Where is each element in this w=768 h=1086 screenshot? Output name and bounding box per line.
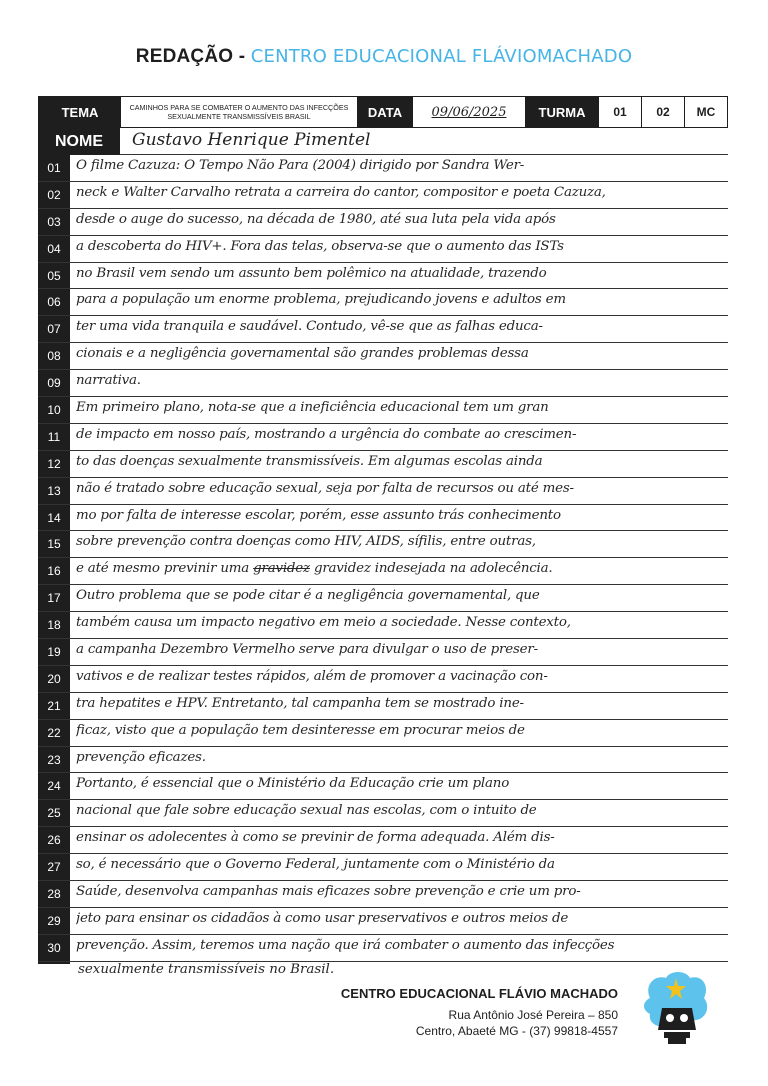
date-value: 09/06/2025 — [431, 104, 507, 120]
line-text-main: prevenção eficazes. — [76, 749, 206, 765]
line-text-main: Em primeiro plano, nota-se que a ineficiência educacional tem um gran — [76, 400, 549, 416]
line-text — [76, 481, 724, 496]
line-text-main: também causa um impacto negativo em meio a sociedade. Nesse contexto, — [76, 615, 571, 631]
line-text — [76, 400, 724, 415]
line-text-main: de impacto em nosso país, mostrando a urgência do combate ao crescimen- — [76, 426, 577, 442]
line-number: 28 — [47, 886, 61, 901]
tema-label: TEMA — [39, 97, 121, 127]
essay-line — [38, 155, 728, 182]
line-text-main: neck e Walter Carvalho retrata a carreira do cantor, compositor e poeta Cazuza, — [76, 184, 606, 200]
essay-line — [38, 316, 728, 343]
turma-label: TURMA — [525, 97, 599, 127]
turma-option-01: 01 — [613, 105, 627, 119]
line-text-main: prevenção. Assim, teremos uma nação que irá combater o aumento das infecções — [76, 937, 615, 953]
line-number: 06 — [47, 295, 61, 310]
line-text-main: Portanto, é essencial que o Ministério da Educação crie um plano — [76, 776, 510, 792]
line-number: 19 — [47, 644, 61, 659]
essay-line — [38, 236, 728, 263]
turma-option-02: 02 — [641, 97, 684, 127]
line-text-main: jeto para ensinar os cidadãos à como usar preservativos e outros meios de — [76, 910, 569, 926]
line-text — [76, 615, 724, 630]
essay-line — [38, 881, 728, 908]
school-logo — [640, 968, 712, 1050]
line-text-main: e até mesmo previnir uma — [76, 561, 250, 577]
theme-text: CAMINHOS PARA SE COMBATER O AUMENTO DAS INFECÇÕES SEXUALMENTE TRANSMISSÍVEIS BRASIL — [129, 103, 349, 121]
essay-line — [38, 182, 728, 209]
line-text-main: para a população um enorme problema, prejudicando jovens e adultos em — [76, 292, 566, 308]
line-text — [76, 696, 724, 711]
footer — [341, 986, 618, 1039]
line-number: 11 — [47, 429, 61, 444]
line-text — [76, 750, 724, 765]
line-text-main: no Brasil vem sendo um assunto bem polêmico na atualidade, trazendo — [76, 265, 547, 281]
line-text-main: a descoberta do HIV+. Fora das telas, observa-se que o aumento das ISTs — [76, 238, 564, 254]
essay-lines — [38, 155, 728, 962]
line-text — [76, 508, 724, 523]
essay-line — [38, 612, 728, 639]
essay-line — [38, 854, 728, 881]
line-number: 20 — [47, 671, 61, 686]
line-text — [76, 346, 724, 361]
line-text — [76, 534, 724, 549]
line-number: 02 — [47, 187, 61, 202]
line-number: 14 — [47, 510, 61, 525]
data-label: DATA — [357, 97, 413, 127]
essay-line — [38, 908, 728, 935]
essay-line — [38, 800, 728, 827]
line-number: 24 — [47, 779, 61, 794]
essay-line — [38, 424, 728, 451]
essay-line — [38, 639, 728, 666]
line-number: 10 — [47, 402, 61, 417]
essay-line — [38, 773, 728, 800]
line-text — [76, 212, 724, 227]
line-text-main: cionais e a negligência governamental são grandes problemas dessa — [76, 346, 529, 362]
line-text — [76, 830, 724, 845]
footer-address-1: Rua Antônio José Pereira – 850 — [448, 1008, 618, 1022]
line-text-main: desde o auge do sucesso, na década de 1980, até sua luta pela vida após — [76, 211, 556, 227]
title-school: CENTRO EDUCACIONAL FLÁVIOMACHADO — [250, 46, 633, 67]
line-number: 04 — [47, 241, 61, 256]
line-number: 12 — [47, 456, 61, 471]
essay-line — [38, 827, 728, 854]
line-number: 21 — [47, 698, 61, 713]
line-number: 15 — [47, 537, 61, 552]
line-number: 01 — [47, 160, 61, 175]
name-label: NOME — [38, 128, 120, 155]
page-title — [0, 46, 768, 68]
line-text-main: Outro problema que se pode citar é a negligência governamental, que — [76, 588, 540, 604]
essay-sheet — [38, 128, 728, 964]
essay-line — [38, 289, 728, 316]
line-number: 23 — [47, 752, 61, 767]
line-text — [76, 938, 724, 953]
line-text — [76, 803, 724, 818]
line-number: 17 — [47, 591, 61, 606]
line-text — [76, 642, 724, 657]
footer-school-name: CENTRO EDUCACIONAL FLÁVIO MACHADO — [340, 986, 618, 1001]
essay-line — [38, 747, 728, 774]
struck-word: gravidez — [253, 561, 310, 577]
line-text-main: vativos e de realizar testes rápidos, além de promover a vacinação con- — [76, 668, 548, 684]
line-text-main: ter uma vida tranquila e saudável. Contudo, vê-se que as falhas educa- — [76, 319, 543, 335]
essay-line — [38, 693, 728, 720]
footer-address-2: Centro, Abaeté MG - (37) 99818-4557 — [415, 1024, 618, 1038]
essay-line — [38, 720, 728, 747]
line-text — [76, 561, 724, 576]
essay-line — [38, 397, 728, 424]
essay-line — [38, 935, 728, 962]
essay-line — [38, 370, 728, 397]
essay-line — [38, 558, 728, 585]
line-number: 26 — [47, 833, 61, 848]
line-text-main: mo por falta de interesse escolar, porém, esse assunto trás conhecimento — [76, 507, 561, 523]
title-redacao: REDAÇÃO - — [135, 46, 251, 67]
essay-line — [38, 505, 728, 532]
essay-line — [38, 209, 728, 236]
line-text-main: ensinar os adolecentes à como se previnir de forma adequada. Além dis- — [76, 830, 555, 846]
line-text-main: não é tratado sobre educação sexual, seja por falta de recursos ou até mes- — [76, 480, 574, 496]
line-number: 30 — [47, 940, 61, 955]
line-text — [76, 454, 724, 469]
line-text-main: so, é necessário que o Governo Federal, juntamente com o Ministério da — [76, 857, 555, 873]
essay-line — [38, 666, 728, 693]
name-value: Gustavo Henrique Pimentel — [132, 130, 371, 150]
line-text — [76, 319, 724, 334]
essay-line — [38, 451, 728, 478]
line-text — [76, 884, 724, 899]
line-text-main: a campanha Dezembro Vermelho serve para divulgar o uso de preser- — [76, 642, 538, 658]
line-text — [76, 911, 724, 926]
header-bar — [38, 96, 728, 128]
line-text-main: O filme Cazuza: O Tempo Não Para (2004) dirigido por Sandra Wer- — [76, 158, 525, 173]
line-number: 22 — [47, 725, 61, 740]
turma-option-mc: MC — [684, 97, 727, 127]
line-number: 03 — [47, 214, 61, 229]
line-number: 13 — [47, 483, 61, 498]
line-text — [76, 857, 724, 872]
line-number: 07 — [47, 322, 61, 337]
line-text-main: narrativa. — [76, 373, 141, 389]
line-text — [76, 373, 724, 388]
line-text — [76, 427, 724, 442]
line-number: 18 — [47, 618, 61, 633]
line-number: 08 — [47, 349, 61, 364]
line-text — [76, 776, 724, 791]
line-number: 29 — [47, 913, 61, 928]
line-text-main: to das doenças sexualmente transmissíveis. Em algumas escolas ainda — [76, 453, 543, 469]
essay-line — [38, 343, 728, 370]
line-text — [76, 185, 724, 200]
essay-line — [38, 478, 728, 505]
line-text — [76, 723, 724, 738]
line-text-main: nacional que fale sobre educação sexual nas escolas, com o intuito de — [76, 803, 537, 819]
line-text — [76, 588, 724, 603]
line-text-main: tra hepatites e HPV. Entretanto, tal campanha tem se mostrado ine- — [76, 695, 524, 711]
line-text — [76, 158, 724, 173]
essay-line — [38, 585, 728, 612]
line-text — [76, 239, 724, 254]
line-number: 16 — [47, 564, 61, 579]
essay-line — [38, 263, 728, 290]
line-number: 05 — [47, 268, 61, 283]
line-text-main: sobre prevenção contra doenças como HIV, AIDS, sífilis, entre outras, — [76, 534, 536, 550]
line-number: 27 — [47, 860, 61, 875]
line-text-rest: gravidez indesejada na adolecência. — [309, 561, 553, 577]
line-text-main: ficaz, visto que a população tem desinteresse em procurar meios de — [76, 722, 525, 738]
line-text — [76, 292, 724, 307]
line-text — [76, 266, 724, 281]
line-number: 25 — [47, 806, 61, 821]
line-text-main: Saúde, desenvolva campanhas mais eficazes sobre prevenção e crie um pro- — [76, 884, 581, 900]
line-text — [76, 669, 724, 684]
line-number: 09 — [47, 376, 61, 391]
essay-extra-line: sexualmente transmissíveis no Brasil. — [78, 962, 335, 977]
essay-line — [38, 531, 728, 558]
